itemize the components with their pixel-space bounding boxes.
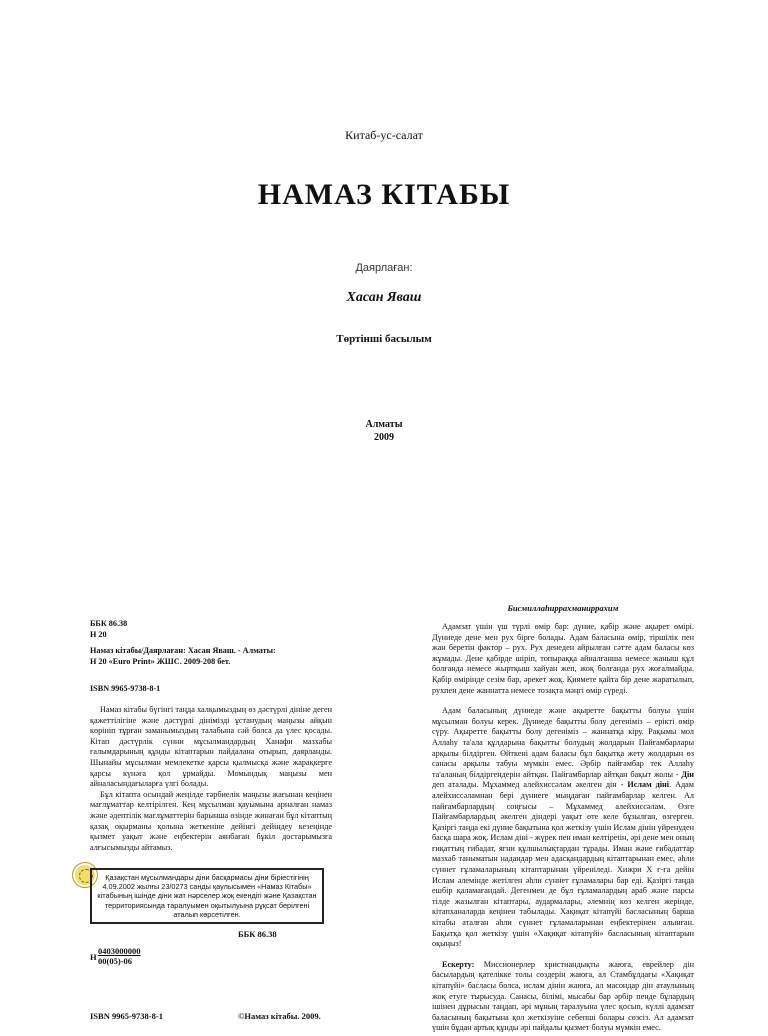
edition-label: Төртінші басылым — [336, 333, 432, 345]
code-letter: Н — [90, 952, 97, 962]
series-title: Китаб-ус-салат — [345, 128, 423, 142]
copyright-notice: ©Намаз кітабы. 2009. — [238, 1011, 321, 1021]
code-denominator: 00(05)-06 — [98, 956, 132, 966]
publication-place — [0, 418, 768, 444]
bbk-code — [90, 619, 332, 640]
bibliographic-citation — [90, 646, 332, 667]
author-mark: Н 20 — [90, 629, 107, 639]
bbk-number: ББК 86.38 — [90, 619, 128, 628]
citation-line-2: Н 20 «Euro Print» ЖШС. 2009-208 бет. — [90, 656, 231, 666]
annotation — [90, 705, 332, 853]
city: Алматы — [365, 419, 403, 430]
annotation-paragraph: Бұл кітапта осындай жеңілде тәрбиелік маңызы жағынан кеңінен мағлұматтар келтірілген. Кең мұсылман қауымына арналған намаз және әдептілік мағлұматтерін барынша өзінде жинаған бұл кітаптың қазақ оқырманы қолына жеткеніне дейінгі дейіндеу кезеңінде қызмет уақыт және еңбектерін аянбаған бұкіл достарымызға алғысымызды айтамыз. — [90, 789, 332, 852]
author-name: Хасан Яваш — [346, 290, 422, 305]
code-numerator: 0403000000 — [98, 946, 141, 956]
din-term: Дін — [681, 769, 694, 779]
preface-paragraph: Адамзат үшін үш түрлі өмір бар: дүние, қабір және ақырет өмірі. Дүниеде дене мен рух бірге болады. Адам баласына өмір, тіршілік пен жан беретін фактор – рух. Рух денеден айрылған сәтте адам баласы көз жұмады. Дене қабірде шіріп, топыраққа айналғанша немесе жаныш құл болғанда немесе жыртқыш хайуан жеп, жоқ болғанда рух жоғалмайды. Қабір өмірінде сезім бар, әрекет жоқ. Қиямете қайта бір дене жаратылып, рухпен дене жаннатта немесе тозақта мәңгі өмір сүреді. — [432, 622, 694, 695]
year: 2009 — [374, 432, 394, 443]
annotation-paragraph: Намаз кітабы бүгінгі таңда халқымыздың өз дәстүрлі дініне деген қажеттілігіне және дәстүрлі дінімізді ұстанудың маңызы айқын көрініп тұрған заманымыздың талабына сәй болса да үлес қосады. Кітап дәстүрлік сүнни мұсылмандардың Ханафи мазхабы ғалымдарының құнды кітаптарын пайдалана отырып, даярланды. Шынайы мұсылман мемлекетке қарсы қылмысқа және жарақкерге қарсы күнәға қол ұрмайды. Момындық маңызы мен айналасындағыларға үлгі болады. — [90, 705, 332, 789]
bismillah-heading: Бисмиллаһиррахманиррахим — [507, 603, 619, 613]
prepared-by-label: Даярлаған: — [355, 262, 413, 274]
note-paragraph: Ескерту: Миссионерлер христиандықты жаюға, еврейлер дін басылардың қателікке толы сөздерін жаюға, ал Стамбұлдағы «Хақиқат кітапүйі» басласы болса, ислам дінін жаюға, ал масондар дін атаулының жоқ етуге тырысуда. Санасы, білімі, мысабы бар әрбір пенде бұлардың ішінен дұрысын таңдап, әрі мұның таралуына үлес қосып, күллі адамзат баласының бақытына қол жеткізуіне себепші болары сөзсіз. Ал адамзат үшін бұдан артық құнды әрі пайдалы қызмет болуы мүмкін емес. — [432, 959, 694, 1033]
isbn-bottom: ISBN 9965-9738-8-1 — [90, 1011, 163, 1021]
islam-term: Ислам діні — [627, 780, 670, 790]
note-label: Ескерту: — [442, 959, 475, 969]
preface-paragraph: Адам баласының дүниеде және ақыретте бақытты болуы үшін мұсылман болуы керек. Дүниеде бақытты болу дегеніміз – ерікті өмір сүру. Ақыретте бақытты болу дегеніміз – жаннатқа кіру. Рақымы мол Аллаһу та'ала құлдарына бақытты болудың жолдарын Пайғамбарлары арқылы білдірген. Өйткені адам баласы бұл бақытқа жету жолдарын өз санасы арқылы табуы мүмкін емес. Әрбір пайғамбар тек Аллаһу та'аланың білдіргендерін айтқан. Пайғамбарлар айтқан бақыт жолы - Дін деп аталады. Мұхаммед алейхиссәлам әкелген дін - Ислам діні. Адам алейхиссәламнан бері дүниеге мыңдаған пайғамбарлар келген. Ал пайғамбарлардың соңғысы – Мұхаммед алейхиссәлам. Өзге Пайғамбарлардың әкелген діндері уақыт өте келе бұзылған, өзгерген. Қазіргі таңда екі дүние бақытына қол жеткізу үшін Ислам дінін үйренуден басқа шара жоқ. Ислам діні - жүрек пен иман келтірetiн, әрі дене мен оның ғиқаттың ғибадат, ягни құлшылықтардан тұрады. Иман және ғибадаттар мазхаб таныматын надандар мен адасқандардың кітаптарынан емес, әһли сүннет ғұламаларының кітаптарынан үйреніледі. Хижри Х ғ-ға дейін Ислам әлемінде жетілген әһли сүннет ғұламалары бар еді. Қазіргі таңда ешбір қаламағандай. Дегенмен де бұл ғұламалардың араб және парсы тілде жазылған кітаптары, аудармалары, әлемнің көз келген жерінде, кітапханаларда кеңінен табылады. Хақиқат кітапүйі басласының барша кітабы аталған әһли сүннет ғұламаларынан еңбектерінен алынған. Бақытқа қол жеткізу үшін «Хақиқат кітапүйі» басласының кітаптарын оқыңыз! — [432, 706, 694, 949]
isbn-top: ISBN 9965-9738-8-1 — [90, 684, 161, 693]
approval-stamp: Қазақстан мұсылмандары діни басқармасы діни біріестігінің 4.09.2002 жылғы 23/0273 санды қаулысымен «Намаз Кітабы» кітабының ішінде діни жат нәрселер жоқ екендігі және Қазақстан территориясында таралуымен оқытылуына рұқсат берілгені аталып көрсетілген. — [90, 868, 324, 924]
preface-text — [432, 622, 694, 1036]
bbk-code-bottom: ББК 86.38 — [238, 929, 277, 939]
book-title: НАМАЗ КІТАБЫ — [257, 178, 511, 211]
citation-line-1: Намаз кітабы/Даярлаған: Хасан Яваш. - Алматы: — [90, 646, 276, 655]
